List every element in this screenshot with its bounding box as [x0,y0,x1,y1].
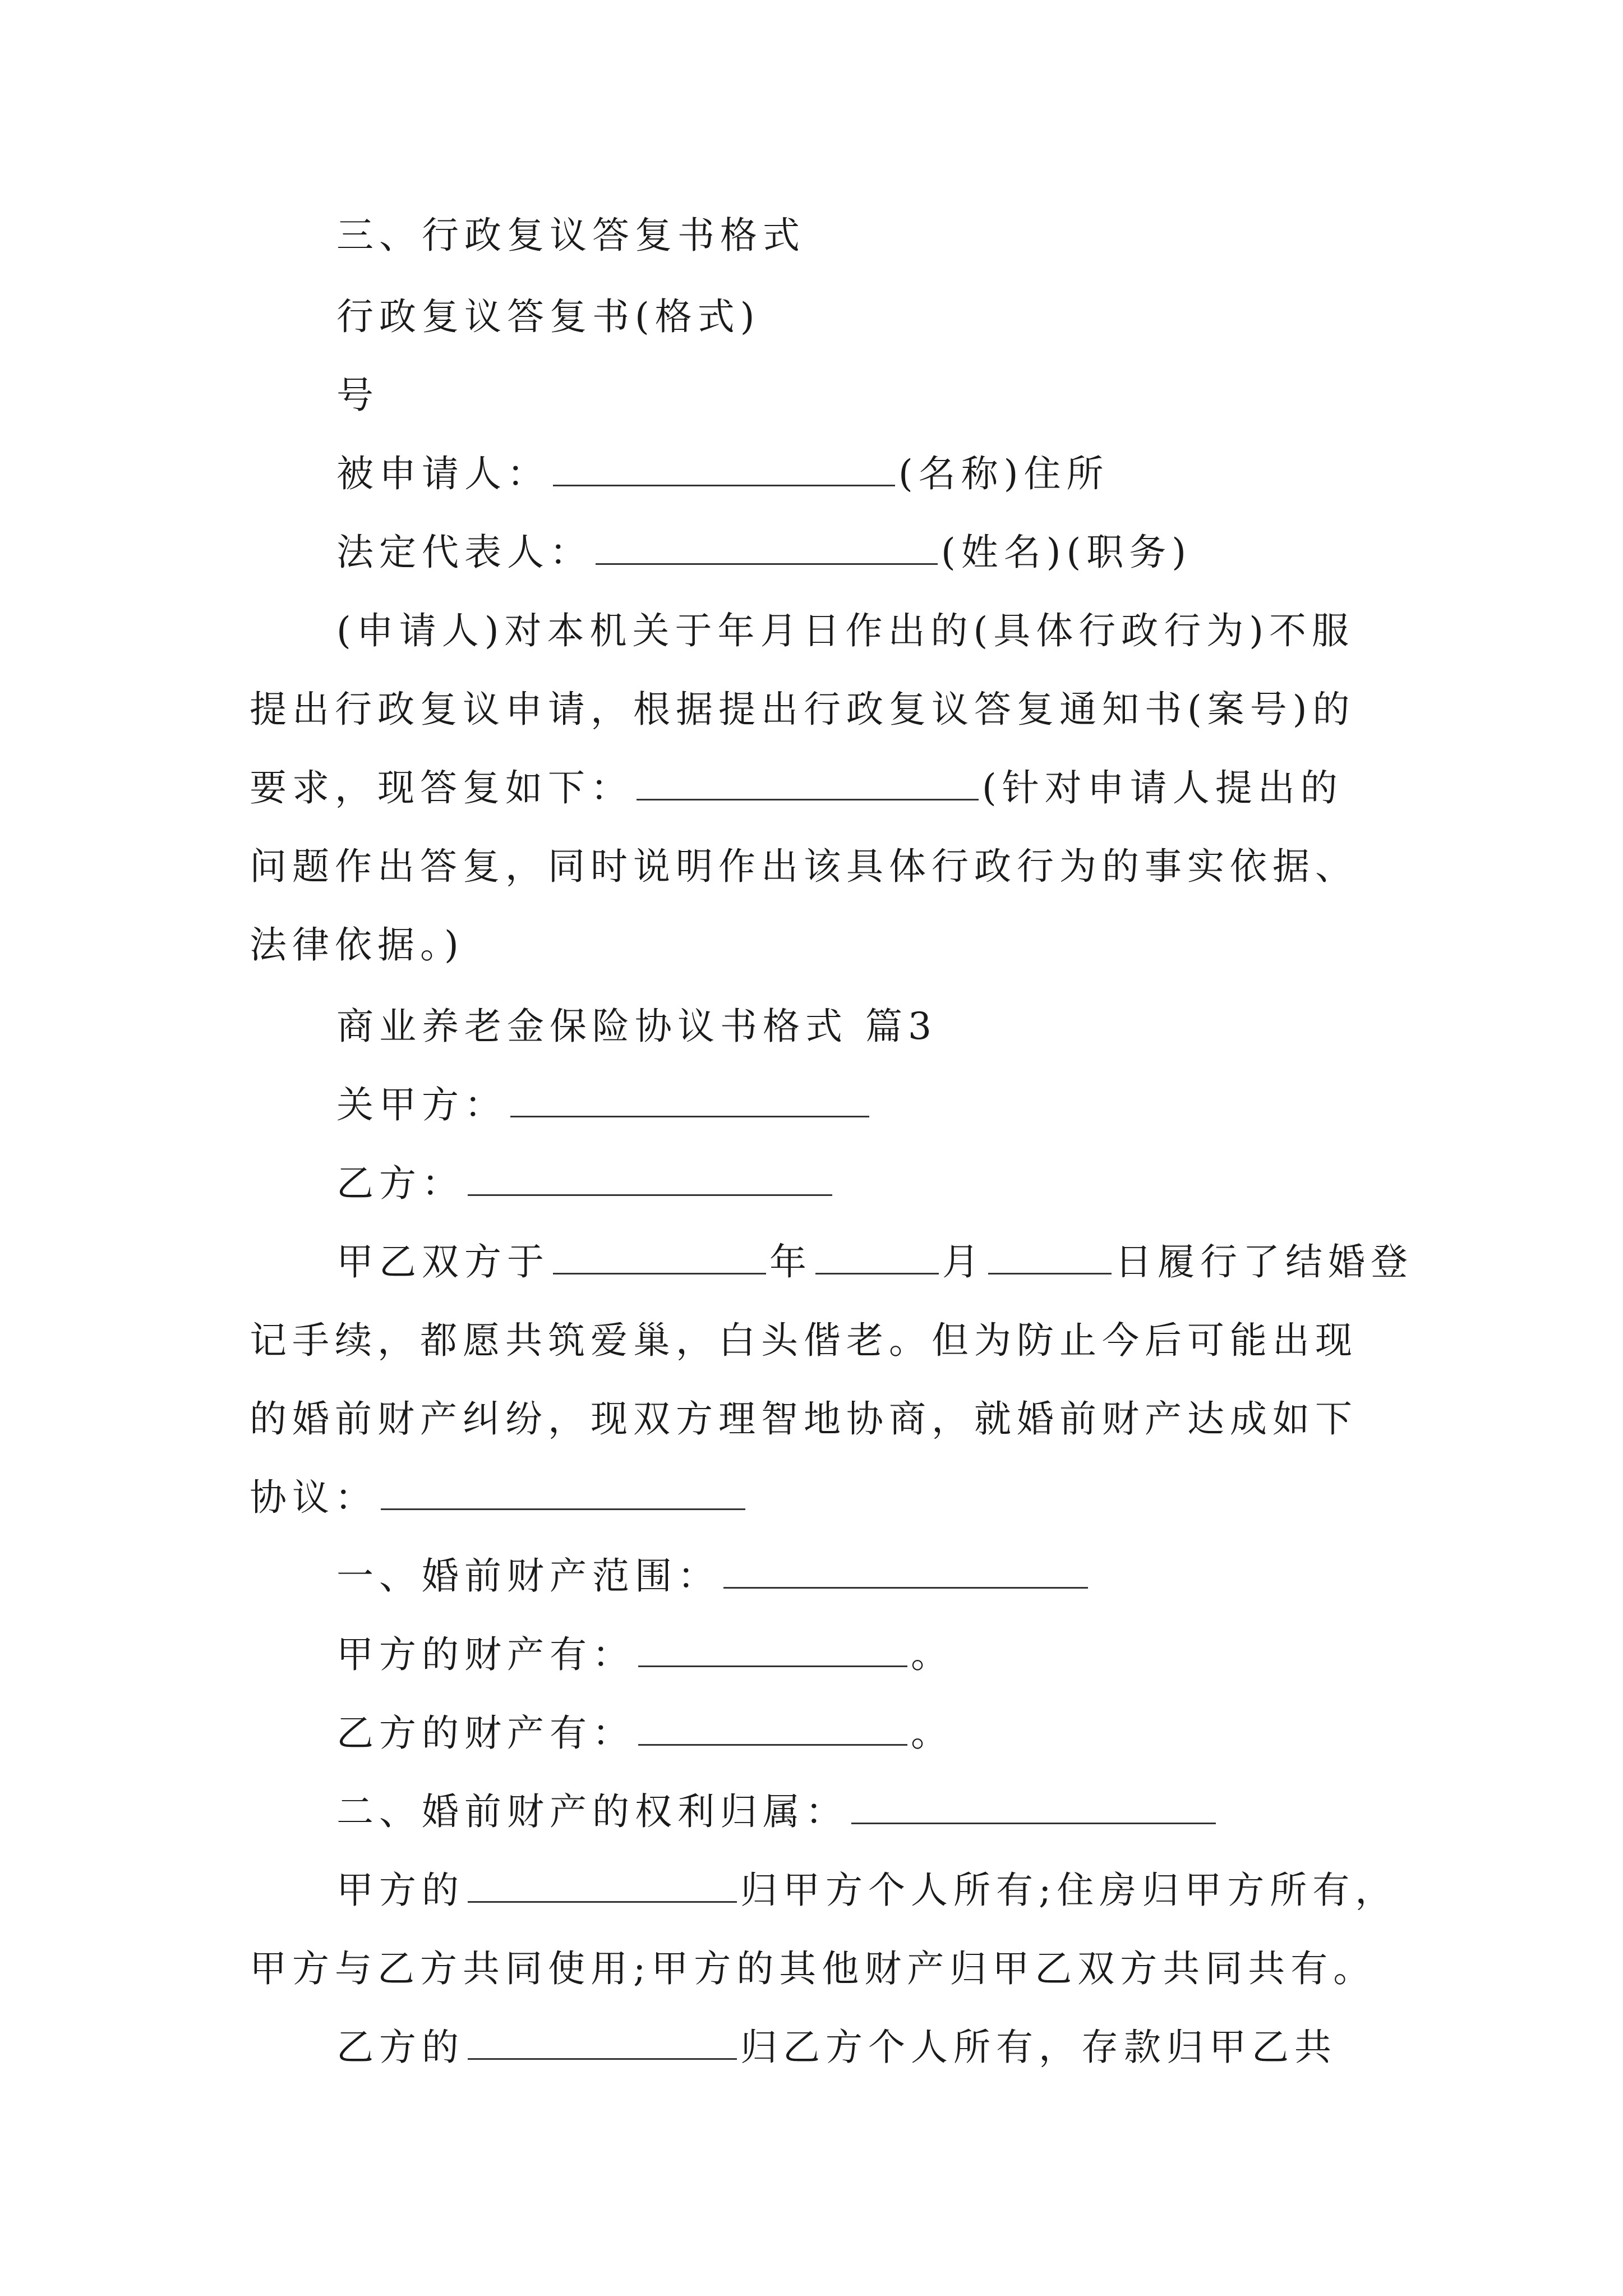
paragraph-line [336,2022,1337,2073]
fill-blank [468,2027,737,2060]
fill-blank [468,1870,737,1903]
paragraph-line [250,684,1355,735]
paragraph-line [336,1865,1398,1916]
text: 甲方的 [336,1869,464,1912]
fill-blank [596,532,938,565]
text: 乙方的财产有： [336,1711,635,1755]
agreement-heading [336,1001,937,1052]
text: 归乙方个人所有，存款归甲乙共 [740,2026,1337,2069]
fill-blank [638,1713,907,1746]
party-a-line [336,1080,873,1130]
fill-blank [381,1477,745,1510]
text: 被申请人： [336,452,550,495]
text: 关甲方： [336,1083,507,1126]
text: 法律依据。) [250,923,464,967]
paragraph-line [250,1315,1358,1366]
case-number-label [336,370,379,421]
text: (针对申请人提出的 [982,766,1343,809]
property-line [336,1708,953,1759]
paragraph-line [336,606,1354,656]
text: 法定代表人： [336,531,592,574]
text: 年 [769,1240,812,1283]
section-heading [336,210,805,261]
legal-representative-line [336,527,1192,578]
form-title [336,292,760,342]
fill-blank [815,1241,939,1274]
paragraph-line [250,763,1343,813]
text: 乙方： [336,1162,464,1205]
text: 问题作出答复，同时说明作出该具体行政行为的事实依据、 [250,845,1358,888]
text: 要求，现答复如下： [250,766,633,809]
fill-blank [468,1163,832,1196]
text: 日履行了结婚登 [1115,1240,1413,1283]
fill-blank [553,453,895,486]
fill-blank [851,1791,1216,1824]
text: 协议： [250,1476,377,1519]
paragraph-line [250,920,464,970]
text: 甲乙双方于 [336,1240,550,1283]
text: 一、婚前财产范围： [336,1554,720,1598]
clause-heading [336,1551,1091,1602]
property-line [336,1630,953,1680]
fill-blank [638,1634,907,1667]
text: (姓名)(职务) [941,531,1192,574]
fill-blank [510,1084,869,1117]
fill-blank [637,767,979,800]
text: 商业养老金保险协议书格式 篇3 [336,1005,937,1048]
paragraph-line [250,841,1358,892]
fill-blank [723,1556,1088,1589]
text: 月 [942,1240,985,1283]
text: 乙方的 [336,2026,464,2069]
paragraph-line [250,1394,1358,1444]
text: 。 [911,1633,953,1676]
text: (申请人)对本机关于年月日作出的(具体行政行为)不服 [336,609,1354,652]
text: 归甲方个人所有;住房归甲方所有， [740,1869,1398,1912]
text: 。 [911,1711,953,1755]
fill-blank [988,1241,1112,1274]
text: 二、婚前财产的权利归属： [336,1790,848,1833]
paragraph-line [336,1237,1413,1287]
respondent-line [336,449,1109,499]
text: 提出行政复议申请，根据提出行政复议答复通知书(案号)的 [250,688,1355,731]
text: 行政复议答复书(格式) [336,295,760,338]
text: 记手续，都愿共筑爱巢，白头偕老。但为防止今后可能出现 [250,1319,1358,1362]
paragraph-line [250,1473,749,1523]
text: 甲方的财产有： [336,1633,635,1676]
text: 号 [336,374,379,417]
text: 三、行政复议答复书格式 [336,214,805,257]
fill-blank [553,1241,766,1274]
text: 的婚前财产纠纷，现双方理智地协商，就婚前财产达成如下 [250,1397,1358,1441]
paragraph-line [250,1944,1376,1994]
party-b-line [336,1158,836,1209]
clause-heading [336,1787,1219,1837]
text: (名称)住所 [898,452,1109,495]
text: 甲方与乙方共同使用;甲方的其他财产归甲乙双方共同共有。 [250,1947,1376,1990]
